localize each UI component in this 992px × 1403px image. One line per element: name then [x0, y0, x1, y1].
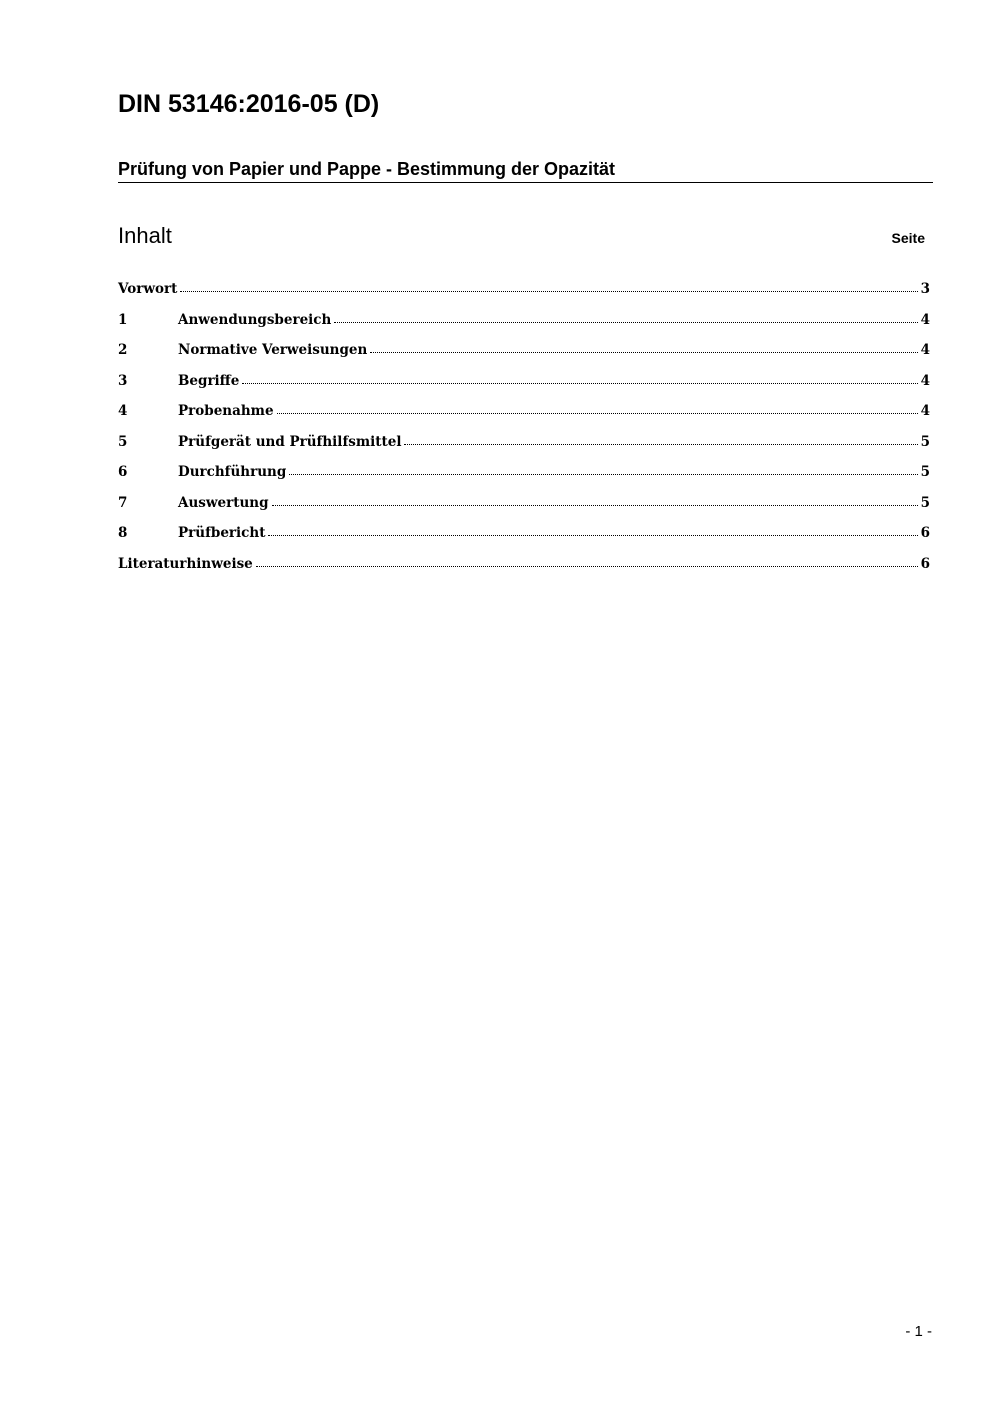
toc-entry-page: 5: [920, 464, 930, 480]
toc-entry-label: Prüfbericht: [178, 525, 266, 541]
toc-entry-number: 4: [118, 403, 128, 419]
toc-entry-vorwort[interactable]: [118, 279, 930, 310]
toc-entry-page: 4: [920, 342, 930, 358]
toc-dot-leader: [272, 504, 918, 506]
toc-entry-begriffe[interactable]: [118, 371, 930, 402]
toc-entry-page: 4: [920, 403, 930, 419]
toc-entry-durchfuehrung[interactable]: [118, 462, 930, 493]
toc-dot-leader: [370, 351, 917, 353]
toc-entry-page: 6: [920, 525, 930, 541]
toc-dot-leader: [242, 382, 917, 384]
toc-entry-number: 8: [118, 525, 128, 541]
toc-entry-page: 4: [920, 311, 930, 328]
toc-entry-label: Anwendungsbereich: [178, 311, 332, 328]
toc-dot-leader: [268, 534, 917, 536]
document-title: DIN 53146:2016-05 (D): [118, 90, 380, 118]
toc-entry-number: 1: [118, 311, 128, 328]
toc-dot-leader: [180, 290, 917, 292]
toc-entry-auswertung[interactable]: [118, 493, 930, 524]
toc-entry-normative-verweisungen[interactable]: [118, 340, 930, 371]
toc-entry-label: Auswertung: [178, 494, 269, 511]
toc-entry-page: 4: [920, 372, 930, 389]
toc-entry-pruefbericht[interactable]: [118, 523, 930, 554]
document-subtitle: Prüfung von Papier und Pappe - Bestimmung der Opazität: [118, 157, 933, 183]
toc-page-column-label: Seite: [891, 230, 925, 246]
toc-entry-label: Vorwort: [118, 281, 178, 297]
toc-entry-label: Literaturhinweise: [118, 555, 253, 572]
toc-entry-page: 3: [920, 281, 930, 297]
toc-entry-label: Begriffe: [178, 372, 240, 389]
toc-heading: Inhalt: [118, 223, 172, 248]
toc-dot-leader: [256, 565, 918, 567]
toc-dot-leader: [334, 321, 917, 323]
toc-entry-number: 3: [118, 372, 128, 389]
toc-entry-literaturhinweise[interactable]: [118, 554, 930, 585]
toc-entry-pruefgeraet[interactable]: [118, 432, 930, 463]
toc-entry-page: 6: [920, 555, 930, 572]
toc-entry-number: 6: [118, 464, 128, 480]
toc-dot-leader: [404, 443, 917, 445]
toc-dot-leader: [277, 412, 918, 414]
page-number: - 1 -: [905, 1323, 932, 1340]
toc-entry-number: 7: [118, 494, 128, 511]
toc-entry-number: 2: [118, 342, 128, 358]
table-of-contents: [118, 279, 930, 584]
toc-entry-page: 5: [920, 494, 930, 511]
toc-entry-anwendungsbereich[interactable]: [118, 310, 930, 341]
toc-entry-number: 5: [118, 433, 128, 450]
toc-dot-leader: [289, 473, 917, 475]
toc-entry-label: Prüfgerät und Prüfhilfsmittel: [178, 433, 402, 450]
toc-entry-label: Normative Verweisungen: [178, 342, 368, 358]
toc-entry-label: Probenahme: [178, 403, 274, 419]
toc-entry-probenahme[interactable]: [118, 401, 930, 432]
toc-entry-label: Durchführung: [178, 464, 287, 480]
toc-entry-page: 5: [920, 433, 930, 450]
